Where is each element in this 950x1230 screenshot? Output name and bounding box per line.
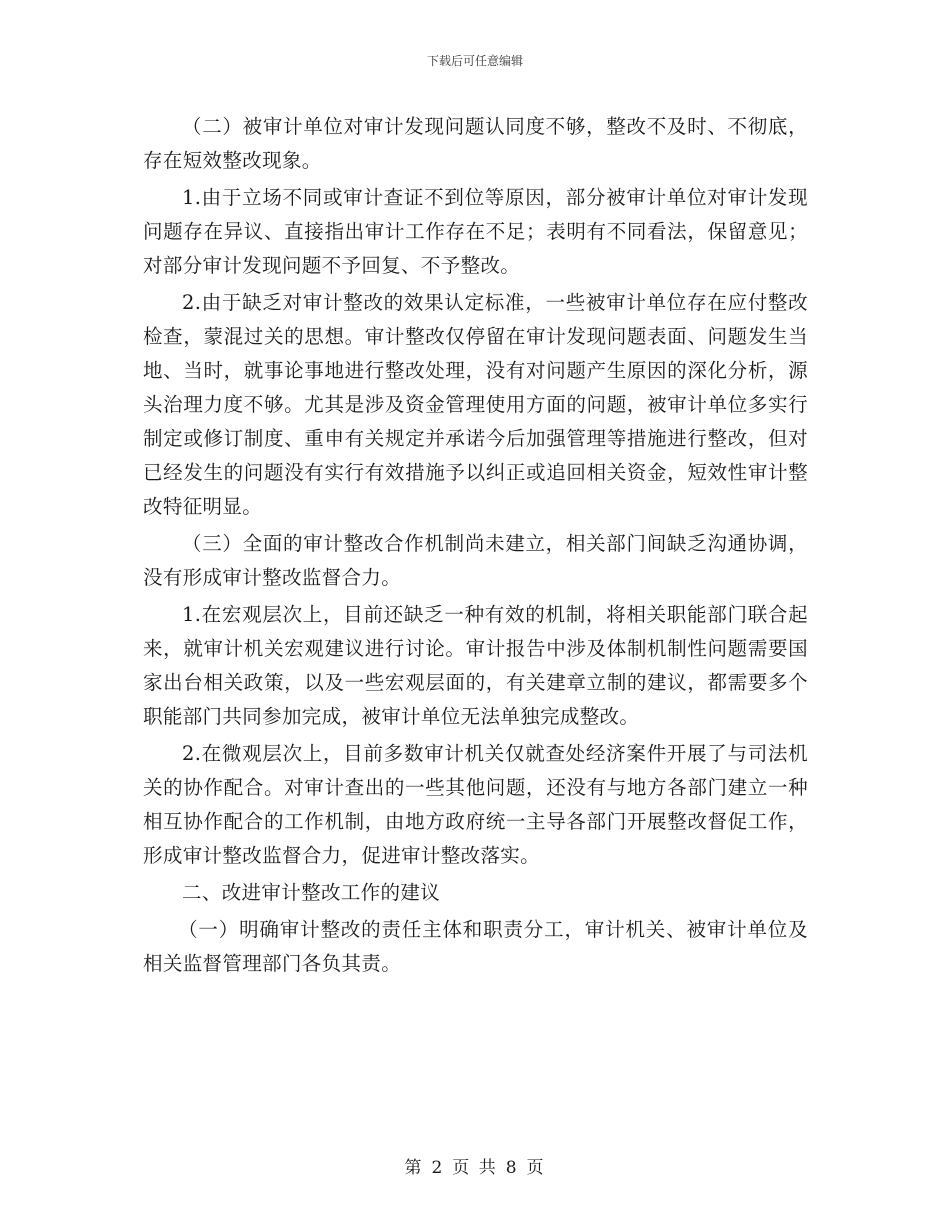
- footer-middle: 页 共: [452, 1158, 498, 1178]
- paragraph: 1.在宏观层次上，目前还缺乏一种有效的机制，将相关职能部门联合起来，就审计机关宏观建议进行讨论。审计报告中涉及体制机制性问题需要国家出台相关政策，以及一些宏观层面的，有关建章立制的建议，都需要多个职能部门共同参加完成，被审计单位无法单独完成整改。: [143, 603, 808, 728]
- total-page-count: 8: [505, 1158, 519, 1178]
- section-heading-3: （三）全面的审计整改合作机制尚未建立，相关部门间缺乏沟通协调，没有形成审计整改监督合力。: [143, 532, 808, 589]
- section-heading-1: （一）明确审计整改的责任主体和职责分工，审计机关、被审计单位及相关监督管理部门各负其责。: [143, 918, 808, 975]
- footer-suffix: 页: [526, 1158, 546, 1178]
- current-page-number: 2: [431, 1158, 445, 1178]
- paragraph: 2.在微观层次上，目前多数审计机关仅就查处经济案件开展了与司法机关的协作配合。对审计查出的一些其他问题，还没有与地方各部门建立一种相互协作配合的工作机制，由地方政府统一主导各部门开展整改督促工作，形成审计整改监督合力，促进审计整改落实。: [143, 742, 808, 867]
- chapter-heading: 二、改进审计整改工作的建议: [182, 881, 441, 904]
- document-body: [143, 110, 808, 984]
- paragraph: 1.由于立场不同或审计查证不到位等原因，部分被审计单位对审计发现问题存在异议、直接指出审计工作存在不足；表明有不同看法，保留意见；对部分审计发现问题不予回复、不予整改。: [143, 186, 808, 277]
- footer-prefix: 第: [404, 1158, 424, 1178]
- paragraph: 2.由于缺乏对审计整改的效果认定标准，一些被审计单位存在应付整改检查，蒙混过关的思想。审计整改仅停留在审计发现问题表面、问题发生当地、当时，就事论事地进行整改处理，没有对问题产生原因的深化分析，源头治理力度不够。尤其是涉及资金管理使用方面的问题，被审计单位多实行制定或修订制度、重申有关规定并承诺今后加强管理等措施进行整改，但对已经发生的问题没有实行有效措施予以纠正或追回相关资金，短效性审计整改特征明显。: [143, 291, 808, 518]
- section-heading-2: （二）被审计单位对审计发现问题认同度不够，整改不及时、不彻底，存在短效整改现象。: [143, 115, 808, 172]
- page-footer: [0, 1153, 950, 1178]
- page-header-note: 下载后可任意编辑: [426, 54, 523, 68]
